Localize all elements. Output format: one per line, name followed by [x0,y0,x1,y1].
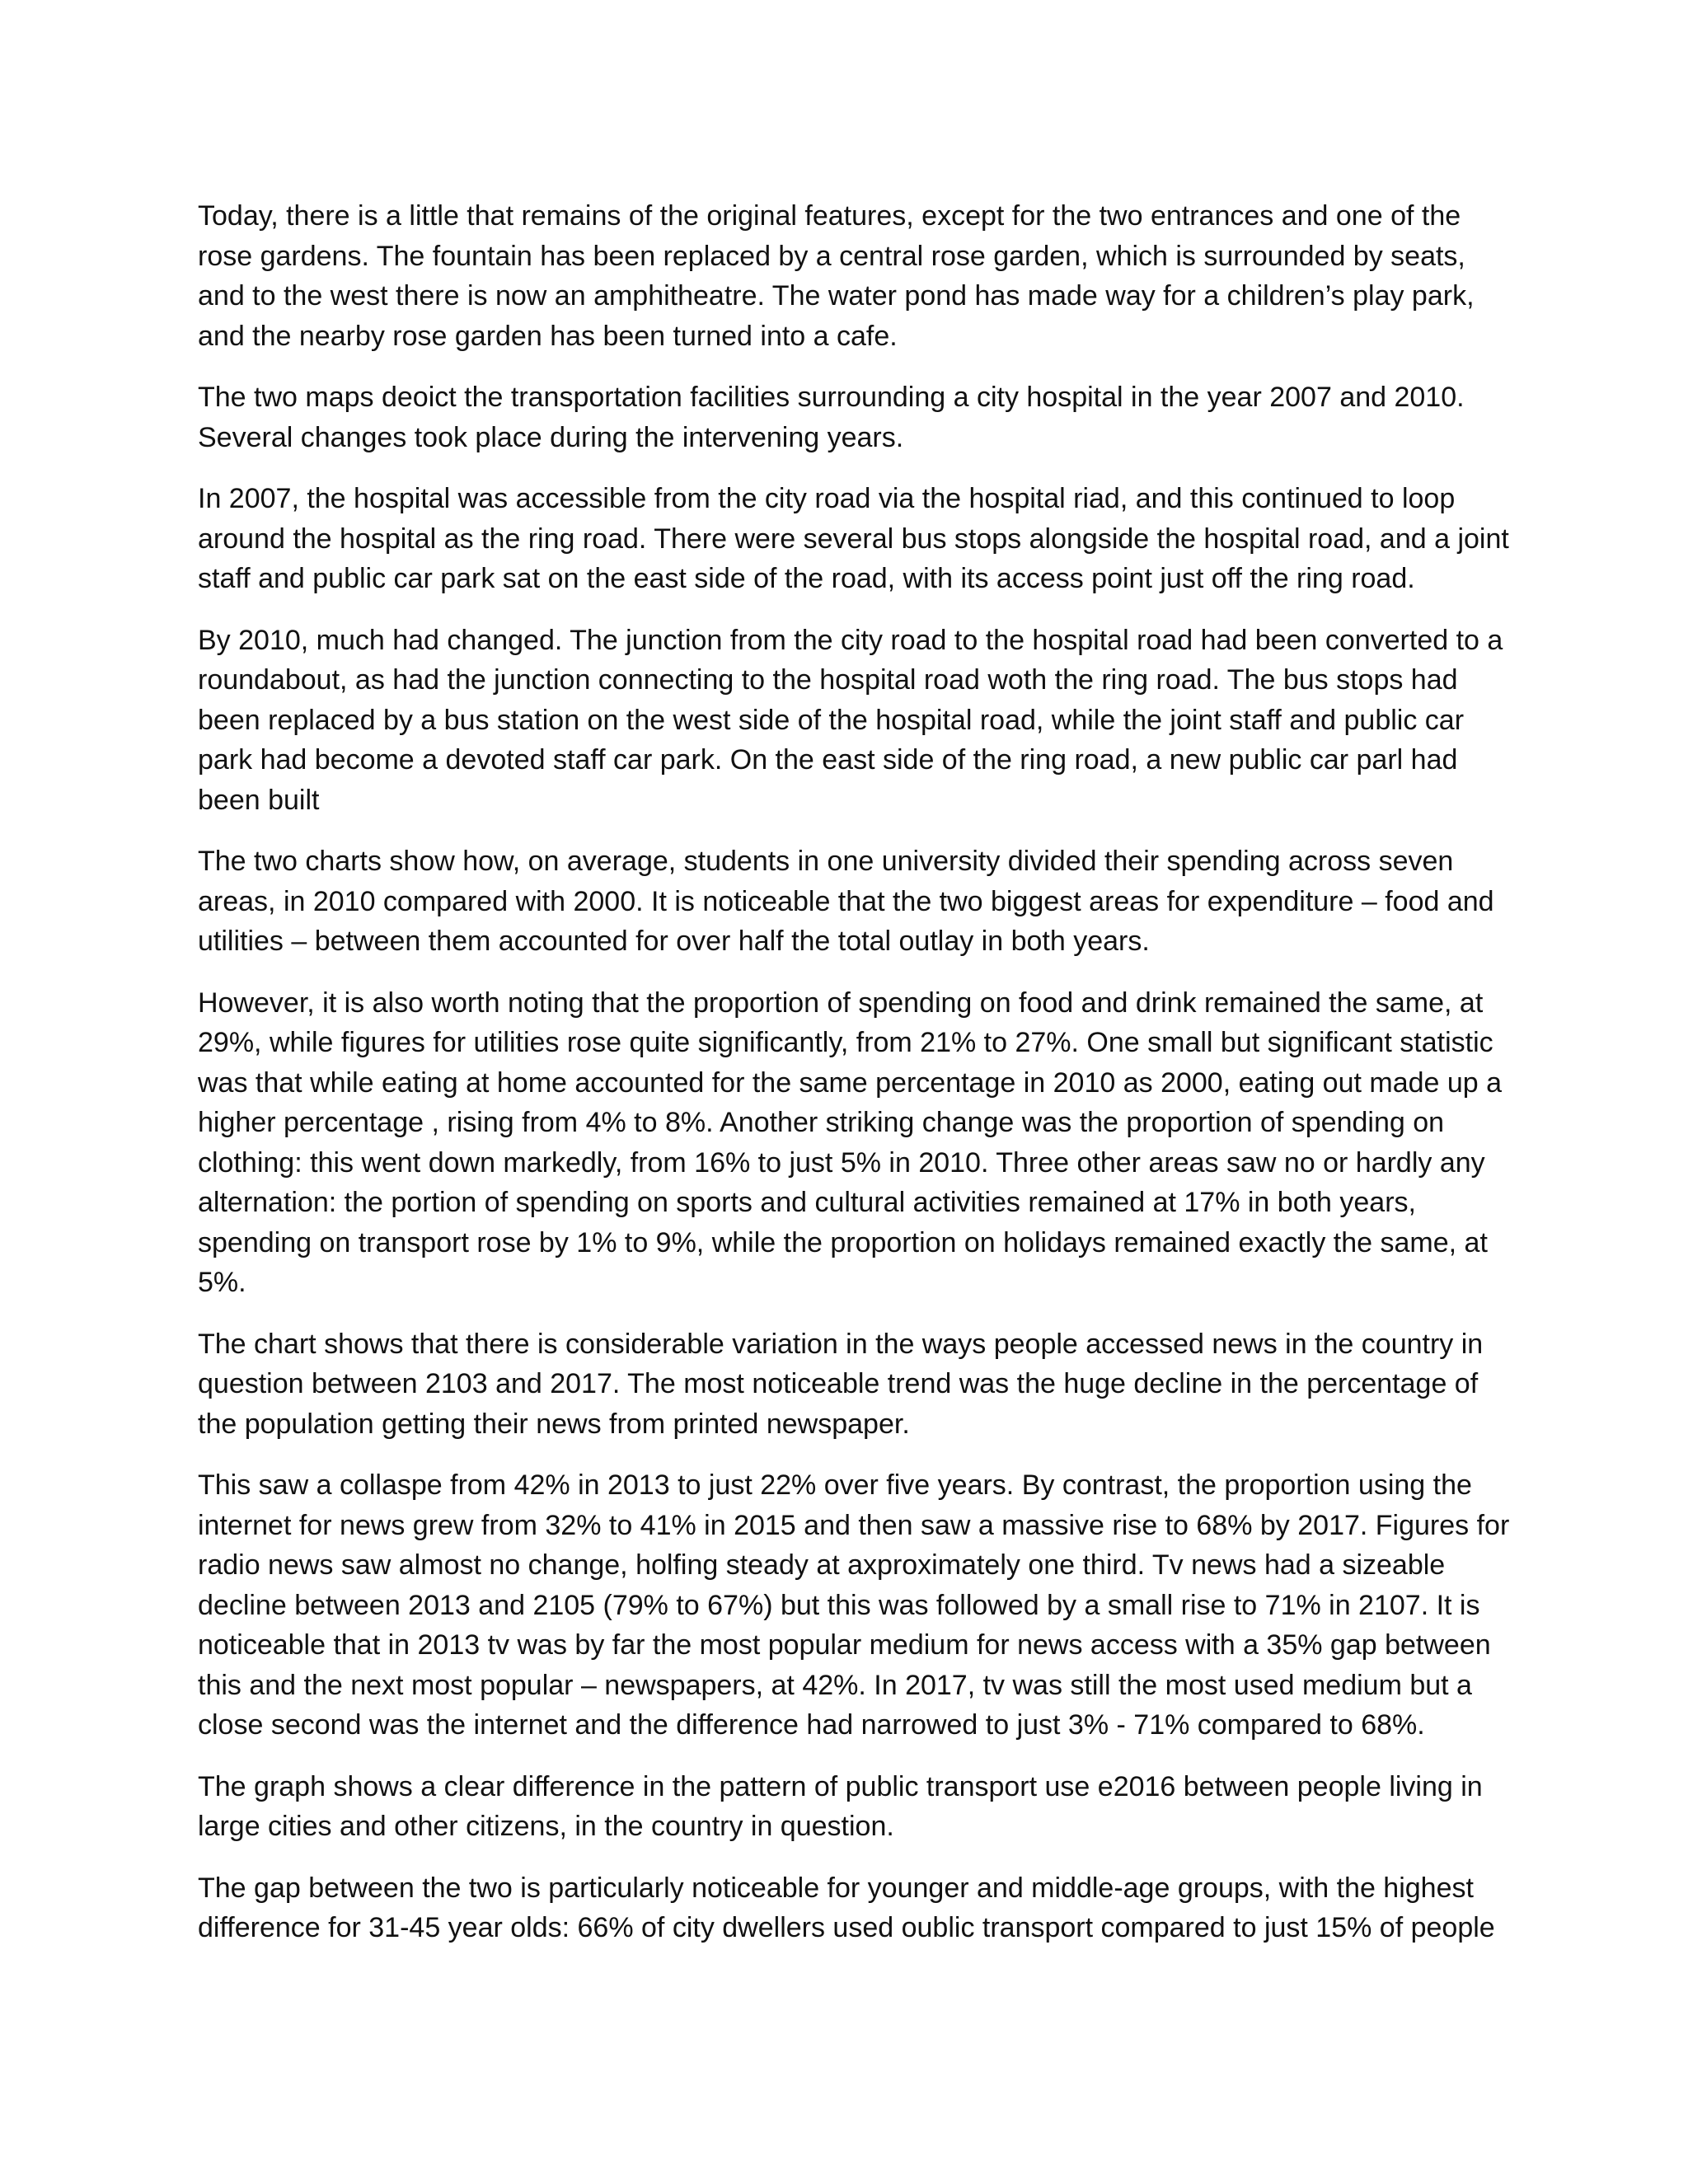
paragraph-spending-intro: The two charts show how, on average, students in one university divided their spending across seven areas, in 2010 compared with 2000. It is noticeable that the two biggest areas for expenditure – food and utilities – between them accounted for over half the total outlay in both years. [198,846,1494,957]
paragraph-hospital-2007: In 2007, the hospital was accessible from the city road via the hospital riad, and this continued to loop around the hospital as the ring road. There were several bus stops alongside the hospital road, and a joint staff and public car park sat on the east side of the road, with its access point just off the ring road. [198,483,1509,594]
paragraph-spending-details: However, it is also worth noting that the proportion of spending on food and drink remained the same, at 29%, while figures for utilities rose quite significantly, from 21% to 27%. One small but significant statistic was that while eating at home accounted for the same percentage in 2010 as 2000, eating out made up a higher percentage , rising from 4% to 8%. Another striking change was the proportion of spending on clothing: this went down markedly, from 16% to just 5% in 2010. Three other areas saw no or hardly any alternation: the portion of spending on sports and cultural activities remained at 17% in both years, spending on transport rose by 1% to 9%, while the proportion on holidays remained exactly the same, at 5%. [198,987,1503,1298]
paragraph-park-today: Today, there is a little that remains of the original features, except for the two entrances and one of the rose gardens. The fountain has been replaced by a central rose garden, which is surrounded by seats, and to the west there is now an amphitheatre. The water pond has made way for a children’s play park, and the nearby rose garden has been turned into a cafe. [198,200,1475,352]
paragraph-news-intro: The chart shows that there is considerable variation in the ways people accessed news in the country in question between 2103 and 2017. The most noticeable trend was the huge decline in the percentage of the population getting their news from printed newspaper. [198,1328,1484,1440]
paragraph-transport-details: The gap between the two is particularly noticeable for younger and middle-age groups, with the highest difference for 31-45 year olds: 66% of city dwellers used oublic transport compared to just 15% of people [198,1872,1495,1943]
paragraph-maps-intro: The two maps deoict the transportation facilities surrounding a city hospital in the year 2007 and 2010. Several changes took place during the intervening years. [198,382,1465,453]
paragraph-hospital-2010: By 2010, much had changed. The junction from the city road to the hospital road had been converted to a roundabout, as had the junction connecting to the hospital road woth the ring road. The bus stops had been replaced by a bus station on the west side of the hospital road, while the joint staff and public car park had become a devoted staff car park. On the east side of the ring road, a new public car parl had been built [198,624,1503,816]
document-body [198,196,1517,1970]
paragraph-transport-intro: The graph shows a clear difference in the pattern of public transport use e2016 between people living in large cities and other citizens, in the country in question. [198,1770,1483,1842]
paragraph-news-details: This saw a collaspe from 42% in 2013 to just 22% over five years. By contrast, the proportion using the internet for news grew from 32% to 41% in 2015 and then saw a massive rise to 68% by 2017. Figures for radio news saw almost no change, holfing steady at axproximately one third. Tv news had a sizeable decline between 2013 and 2105 (79% to 67%) but this was followed by a small rise to 71% in 2107. It is noticeable that in 2013 tv was by far the most popular medium for news access with a 35% gap between this and the next most popular – newspapers, at 42%. In 2017, tv was still the most used medium but a close second was the internet and the difference had narrowed to just 3% - 71% compared to 68%. [198,1469,1510,1741]
